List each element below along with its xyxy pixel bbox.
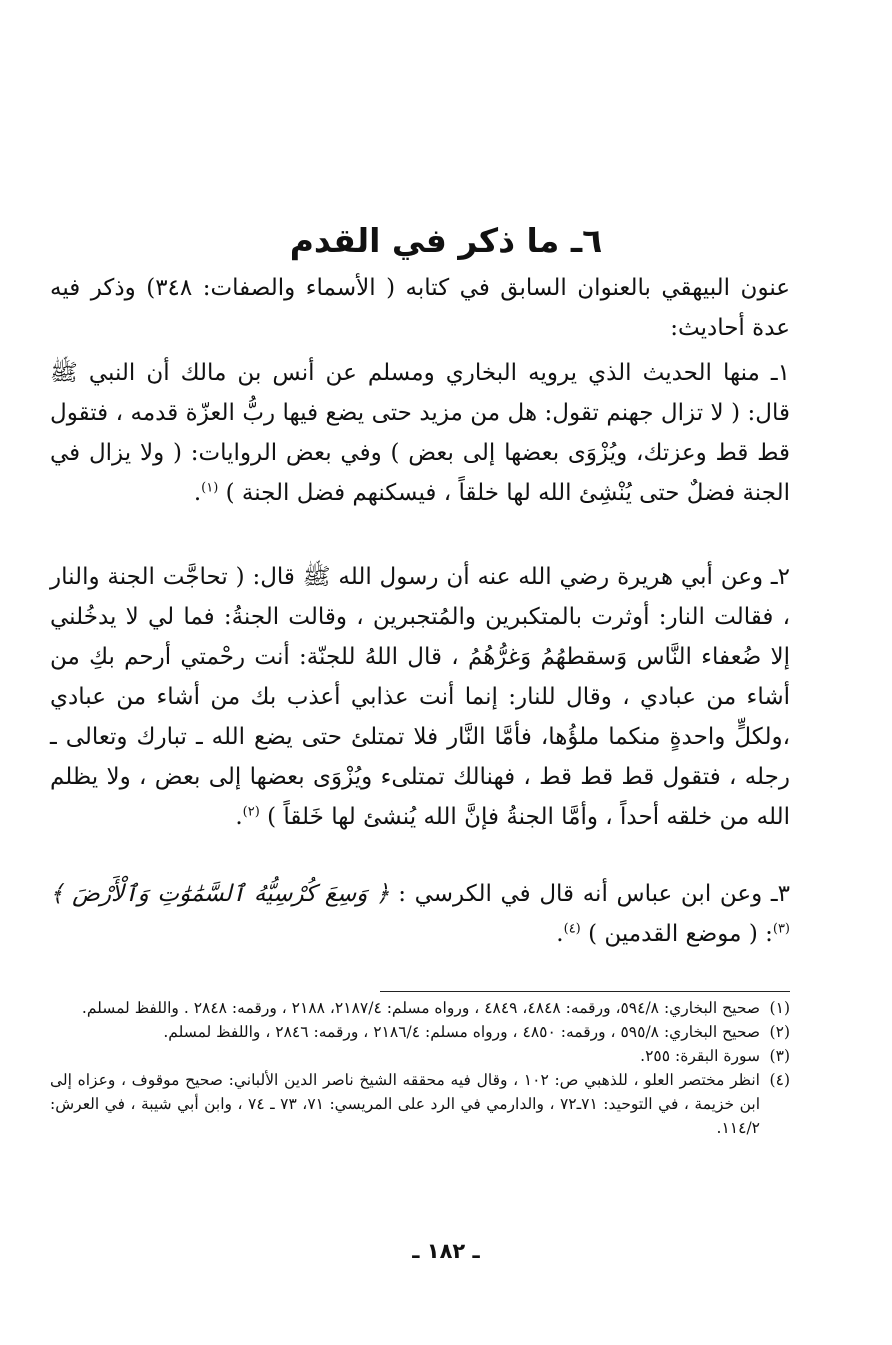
- footnote-number: (٢): [769, 1023, 790, 1041]
- hadith-3-paragraph: [50, 874, 790, 954]
- hadith-1-text: ١ـ منها الحديث الذي يرويه البخاري ومسلم عن أنس بن مالك أن النبي ﷺ قال: ( لا تزال جهنم تقول: هل من مزيد حتى يضع فيها ربُّ العزّة قدمه ، فتقول قط قط وعزتك، ويُزْوَى بعضها إلى بعض ) وفي بعض الروايات: ( ولا يزال في الجنة فضلٌ حتى يُنْشِئ الله لها خلقاً ، فيسكنهم فضل الجنة ): [50, 360, 790, 506]
- footnote-ref-1[interactable]: (١): [201, 480, 219, 496]
- footnote-3: [50, 1044, 790, 1068]
- footnote-4: [50, 1068, 790, 1140]
- hadith-2-end: .: [235, 804, 243, 830]
- page-number: ـ ١٨٢ ـ: [412, 1239, 480, 1263]
- footnote-ref-2[interactable]: (٢): [242, 804, 260, 820]
- footnote-text: سورة البقرة: ٢٥٥.: [640, 1047, 760, 1065]
- footnote-ref-3[interactable]: (٣): [772, 921, 790, 937]
- intro-paragraph: عنون البيهقي بالعنوان السابق في كتابه ( الأسماء والصفات: ٣٤٨) وذكر فيه عدة أحاديث:: [50, 275, 790, 341]
- footnote-number: (٤): [769, 1071, 790, 1089]
- footnote-number: (١): [769, 999, 790, 1017]
- hadith-1-end: .: [193, 480, 202, 506]
- footnote-text: صحيح البخاري: ٥٩٤/٨، ورقمه: ٤٨٤٨، ٤٨٤٩ ، ورواه مسلم: ٢١٨٧/٤، ٢١٨٨ ، ورقمه: ٢٨٤٨ . واللفظ لمسلم.: [81, 999, 760, 1017]
- footnote-text: انظر مختصر العلو ، للذهبي ص: ١٠٢ ، وقال فيه محققه الشيخ ناصر الدين الألباني: صحيح موقوف ، وعزاه إلى ابن خزيمة ، في التوحيد: ٧١ـ٧٢ ، والدارمي في الرد على المريسي: ٧١، ٧٣ ـ ٧٤ ، وابن أبي شيبة ، في العرش: ١١٤/٢.: [50, 1071, 760, 1137]
- hadith-3-text-start: ٣ـ وعن ابن عباس أنه قال في الكرسي :: [398, 881, 790, 907]
- footnote-number: (٣): [769, 1047, 790, 1065]
- hadith-2-text: ٢ـ وعن أبي هريرة رضي الله عنه أن رسول الله ﷺ قال: ( تحاجَّت الجنة والنار ، فقالت النار: أوثرت بالمتكبرين والمُتجبرين ، وقالت الجنةُ: فما لي لا يدخُلني إلا ضُعفاء النَّاس وَسقطهُمُ وَغرُّهُمُ ، قال اللهُ للجنّة: أنت رحْمتي أرحم بكِ من أشاء من عبادي ، وقال للنار: إنما أنت عذابي أعذب بك من أشاء من عبادي ،ولكلٍّ واحدةٍ منكما ملؤُها، فأمَّا النَّار فلا تمتلئ حتى يضع الله ـ تبارك وتعالى ـ رجله ، فتقول قط قط قط ، فهنالك تمتلىء ويُزْوَى بعضها إلى بعض ، ولا يظلم الله من خلقه أحداً ، وأمَّا الجنةُ فإنَّ الله يُنشئ لها خَلقاً ): [50, 564, 790, 830]
- hadith-2-paragraph: [50, 557, 790, 837]
- footnotes: [50, 996, 790, 1140]
- footnote-ref-4[interactable]: (٤): [563, 921, 581, 937]
- footnote-1: [50, 996, 790, 1020]
- section-heading: ٦ـ ما ذكر في القدم: [289, 221, 603, 260]
- hadith-1-paragraph: [50, 353, 790, 513]
- footnote-2: [50, 1020, 790, 1044]
- quran-verse: ﴿ وَسِعَ كُرْسِيُّهُ ٱلسَّمَٰوَٰتِ وَٱلْأَرْضَ ﴾: [50, 881, 390, 907]
- footnote-text: صحيح البخاري: ٥٩٥/٨ ، ورقمه: ٤٨٥٠ ، ورواه مسلم: ٢١٨٦/٤ ، ورقمه: ٢٨٤٦ ، واللفظ لمسلم.: [163, 1023, 760, 1041]
- hadith-3-text-end: : ( موضع القدمين ): [588, 921, 773, 947]
- hadith-3-end: .: [556, 921, 564, 947]
- footnote-divider: [380, 991, 790, 992]
